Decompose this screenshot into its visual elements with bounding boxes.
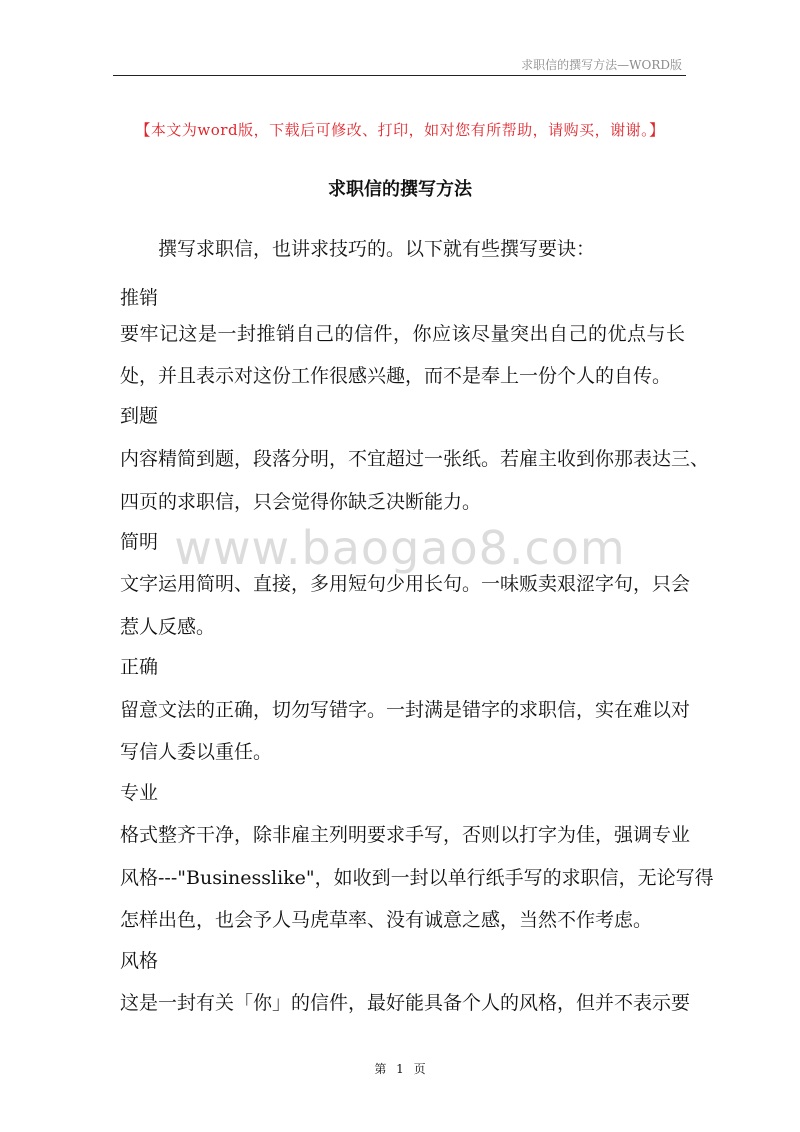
paragraph-line: 写信人委以重任。	[120, 741, 273, 763]
paragraph-line: 怎样出色，也会予人马虎草率、没有诚意之感，当然不作考虑。	[120, 909, 653, 931]
paragraph-line: 处，并且表示对这份工作很感兴趣，而不是奉上一份个人的自传。	[120, 365, 672, 387]
paragraph-line: 内容精简到题，段落分明，不宜超过一张纸。若雇主收到你那表达三、	[120, 448, 710, 470]
paragraph-line: 要牢记这是一封推销自己的信件，你应该尽量突出自己的优点与长	[120, 323, 685, 345]
section-heading: 到题	[120, 405, 159, 427]
page-number: 1	[396, 1062, 404, 1076]
section-heading: 简明	[120, 531, 159, 553]
paragraph-line: 风格---"Businesslike"，如收到一封以单行纸手写的求职信，无论写得	[120, 867, 714, 889]
section-heading: 正确	[120, 656, 159, 678]
section-heading: 专业	[120, 782, 159, 804]
page-suffix: 页	[413, 1062, 426, 1076]
header-rule	[113, 75, 686, 76]
paragraph-line: 文字运用简明、直接，多用短句少用长句。一味贩卖艰涩字句，只会	[120, 573, 691, 595]
word-version-notice: 【本文为word版，下载后可修改、打印，如对您有所帮助，请购买，谢谢。】	[135, 121, 665, 139]
page-footer	[0, 1060, 800, 1077]
intro-paragraph: 撰写求职信，也讲求技巧的。以下就有些撰写要诀：	[158, 238, 596, 260]
paragraph-line: 格式整齐干净，除非雇主列明要求手写，否则以打字为佳，强调专业	[120, 824, 691, 846]
section-heading: 风格	[120, 950, 159, 972]
watermark: www.baogao8.com	[174, 521, 626, 575]
running-header: 求职信的撰写方法—WORD版	[521, 58, 682, 72]
paragraph-line: 这是一封有关「你」的信件，最好能具备个人的风格，但并不表示要	[120, 992, 691, 1014]
document-title: 求职信的撰写方法	[328, 179, 472, 200]
paragraph-line: 四页的求职信，只会觉得你缺乏决断能力。	[120, 491, 482, 513]
paragraph-line: 留意文法的正确，切勿写错字。一封满是错字的求职信，实在难以对	[120, 699, 691, 721]
page-prefix: 第	[374, 1062, 387, 1076]
paragraph-line: 惹人反感。	[120, 616, 216, 638]
section-heading: 推销	[120, 287, 159, 309]
